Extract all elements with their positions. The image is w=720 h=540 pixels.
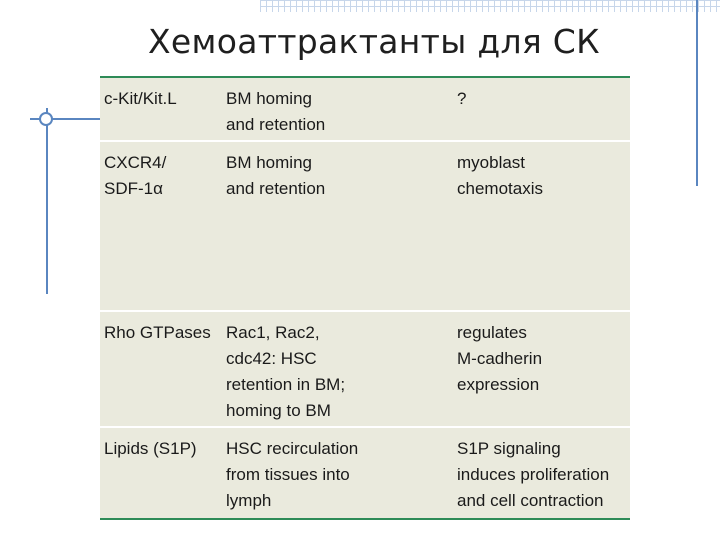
cell-other: ?: [457, 89, 467, 108]
cell-other: S1P signaling induces proliferation and cell contraction: [457, 439, 610, 510]
data-table: [100, 76, 630, 520]
cell-role: BM homing and retention: [226, 89, 326, 134]
table-row: [100, 428, 630, 516]
left-accent-line: [46, 108, 48, 294]
cell-role: BM homing and retention: [226, 153, 326, 198]
grid-decoration: [260, 0, 720, 12]
right-accent-line: [696, 0, 698, 186]
cell-factor: Lipids (S1P): [104, 439, 197, 458]
table-row: [100, 142, 630, 312]
slide-title: Хемоаттрактанты для СК: [148, 22, 600, 61]
left-accent-circle: [39, 112, 53, 126]
table-row: [100, 78, 630, 142]
cell-other: regulates M-cadherin expression: [457, 323, 543, 394]
cell-factor: Rho GTPases: [104, 323, 211, 342]
table-row: [100, 312, 630, 428]
cell-role: HSC recirculation from tissues into lymph: [226, 439, 359, 510]
cell-other: myoblast chemotaxis: [457, 153, 543, 198]
cell-factor: CXCR4/ SDF-1α: [104, 153, 167, 198]
cell-factor: c-Kit/Kit.L: [104, 89, 177, 108]
cell-role: Rac1, Rac2, cdc42: HSC retention in BM; homing to BM: [226, 323, 346, 420]
